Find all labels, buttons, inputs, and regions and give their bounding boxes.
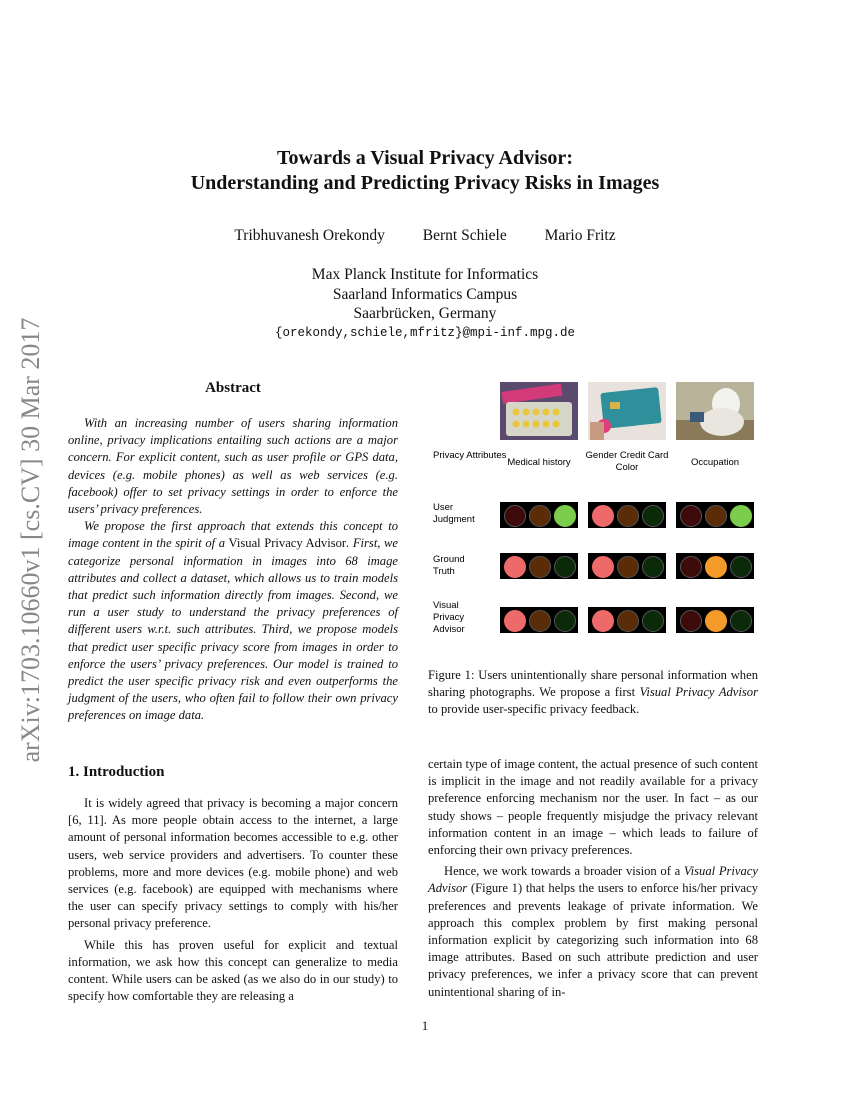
page-number: 1: [421, 1018, 429, 1033]
traffic-light: [676, 607, 754, 633]
credit-card-photo: [588, 382, 666, 440]
traffic-light: [588, 502, 666, 528]
occupation-photo: [676, 382, 754, 440]
green-lamp: [554, 556, 576, 578]
amber-lamp: [617, 556, 639, 578]
amber-lamp: [617, 610, 639, 632]
paper-title: [0, 146, 850, 196]
green-lamp: [730, 556, 752, 578]
column-label: Occupation: [690, 457, 740, 468]
red-lamp: [592, 505, 614, 527]
red-lamp: [680, 556, 702, 578]
green-lamp: [642, 505, 664, 527]
traffic-light: [676, 502, 754, 528]
row-label: Ground Truth: [433, 554, 465, 577]
intro-body: It is widely agreed that privacy is becoming a major concern [6, 11]. As more people obtain access to the internet, a large amount of personal information becomes accessible to e.g. other users, web service providers and advertisers. To counter these problems, more and more devices (e.g. mobile phone) and web services (e.g. facebook) are equipped with mechanisms where the user can specify privacy settings to comply with his/her personal privacy preference. While this has proven useful for explicit and textual information, we ask how this concept can generalize to media content. While users can be asked (as we also do in our study) to specify how comfortable they are releasing a: [68, 796, 398, 1004]
author-list: [0, 227, 850, 245]
red-lamp: [504, 610, 526, 632]
green-lamp: [642, 556, 664, 578]
amber-lamp: [705, 610, 727, 632]
author: Tribhuvanesh Orekondy: [234, 227, 385, 244]
row-label: User Judgment: [433, 502, 475, 525]
traffic-light: [676, 553, 754, 579]
amber-lamp: [705, 556, 727, 578]
right-column-body: certain type of image content, the actual presence of such content is implicit in the image and not readily available for a privacy preference enforcing mechanism nor the user. In fact – as our study shows – people frequently misjudge the privacy relevant information content in an image – which leads to failure of enforcing their own privacy preferences. Hence, we work towards a broader vision of a Visual Privacy Advisor (Figure 1) that helps the users to enforce his/her privacy preferences and prevents leakage of private information. We approach this complex problem by first making personal information explicit by categorizing such information into 68 image attributes. Based on such attribute prediction and user privacy preferences, we infer a privacy score that can prevent unintentional sharing of in-: [428, 757, 758, 999]
amber-lamp: [617, 505, 639, 527]
green-lamp: [730, 610, 752, 632]
traffic-light: [500, 553, 578, 579]
medical-photo: [500, 382, 578, 440]
green-lamp: [554, 505, 576, 527]
row-label: Visual Privacy Advisor: [433, 600, 465, 635]
intro-heading: 1. Introduction: [68, 764, 165, 780]
traffic-light: [500, 607, 578, 633]
affiliation: Max Planck Institute for Informatics Saarland Informatics Campus Saarbrücken, Germany {orekondy,schiele,mfritz}@mpi-inf.mpg.de: [0, 265, 850, 343]
figure-1: [428, 380, 758, 650]
column-label: Gender Credit Card Color: [585, 450, 669, 473]
title-line-2: Understanding and Predicting Privacy Risks in Images: [190, 172, 660, 194]
arxiv-stamp: arXiv:1703.10660v1 [cs.CV] 30 Mar 2017: [16, 317, 45, 763]
red-lamp: [680, 505, 702, 527]
amber-lamp: [529, 505, 551, 527]
red-lamp: [592, 610, 614, 632]
red-lamp: [504, 505, 526, 527]
author-email: {orekondy,schiele,mfritz}@mpi-inf.mpg.de: [274, 325, 576, 340]
author: Mario Fritz: [544, 227, 616, 244]
green-lamp: [642, 610, 664, 632]
traffic-light: [588, 553, 666, 579]
amber-lamp: [529, 556, 551, 578]
amber-lamp: [529, 610, 551, 632]
traffic-light: [588, 607, 666, 633]
figure-caption: Figure 1: Users unintentionally share personal information when sharing photographs. We propose a first Visual Privacy Advisor to provide user-specific privacy feedback.: [428, 668, 758, 717]
privacy-attributes-label: Privacy Attributes: [433, 450, 507, 461]
red-lamp: [504, 556, 526, 578]
abstract-heading: Abstract: [205, 380, 261, 396]
abstract-body: With an increasing number of users sharing information online, privacy implications entailing such actions are a major concern. For explicit content, such as user profile or GPS data, devices (e.g. mobile phones) as well as web services (e.g. facebook) offer to set privacy settings in order to enforce the users’ privacy preferences. We propose the first approach that extends this concept to image content in the spirit of a Visual Privacy Advisor. First, we categorize personal information in images into 68 image attributes and collect a dataset, which allows us to train models that predict such information directly from images. Second, we run a user study to understand the privacy preferences of different users w.r.t. such attributes. Third, we propose models that predict user specific privacy score from images in order to enforce the users’ privacy preferences. Our model is trained to predict the user specific privacy risk and even outperforms the judgment of the users, who often fail to follow their own privacy preferences on image data.: [68, 416, 398, 723]
amber-lamp: [705, 505, 727, 527]
column-label: Medical history: [507, 457, 571, 468]
red-lamp: [592, 556, 614, 578]
green-lamp: [730, 505, 752, 527]
red-lamp: [680, 610, 702, 632]
title-line-1: Towards a Visual Privacy Advisor:: [277, 147, 573, 169]
green-lamp: [554, 610, 576, 632]
traffic-light: [500, 502, 578, 528]
author: Bernt Schiele: [422, 227, 507, 244]
